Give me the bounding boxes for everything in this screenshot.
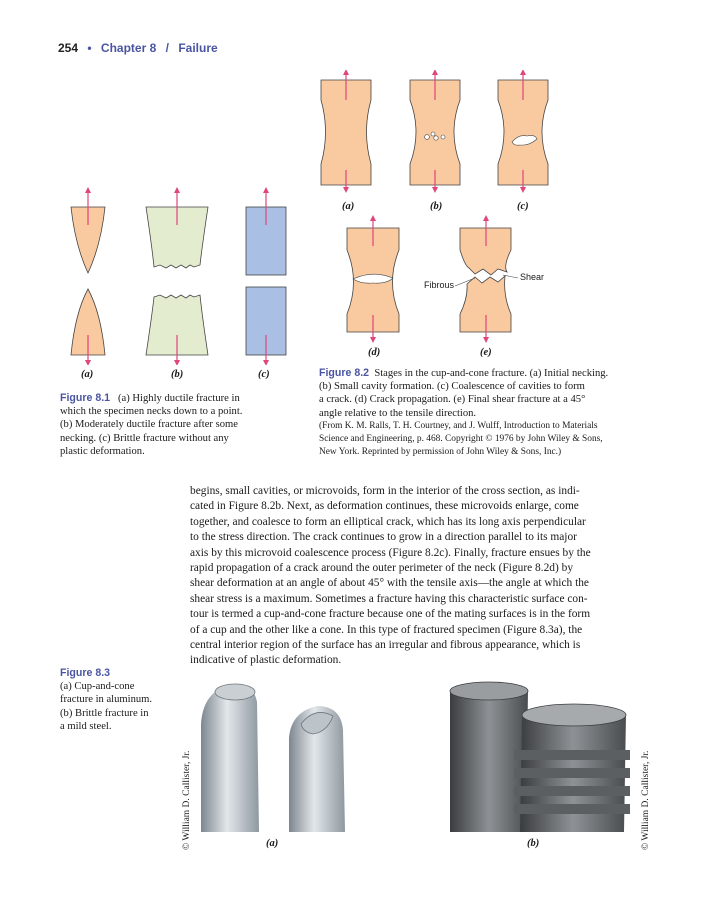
header-separator: / xyxy=(165,41,169,55)
photo-brittle-mild-steel xyxy=(428,672,636,832)
fig81-sublabel-c: (c) xyxy=(258,369,270,380)
fig81-caption-line: (b) Moderately ductile fracture after some xyxy=(60,419,238,431)
shear-callout: Shear xyxy=(520,272,545,282)
fig81-caption-line: (a) Highly ductile fracture in xyxy=(118,393,240,404)
body-line: together, and coalesce to form an elliptical crack, which has its long axis perpendicular xyxy=(190,515,586,528)
fig83-caption-line: a mild steel. xyxy=(60,720,112,732)
figure-8-2-illustration xyxy=(315,70,565,360)
fig82a-specimen xyxy=(321,72,371,190)
body-line: shear stress is a maximum. Sometimes a fracture having this characteristic surface con- xyxy=(190,592,588,605)
body-line: rapid propagation of a crack around the outer perimeter of the neck (Figure 8.2d) by xyxy=(190,562,574,575)
body-line: tour is termed a cup-and-cone fracture because one of the mating surfaces is in the form xyxy=(190,608,591,621)
fig82-caption-line: angle relative to the tensile direction. xyxy=(319,407,477,419)
fig81-caption-line: plastic deformation. xyxy=(60,445,145,457)
fig82-sublabel-a: (a) xyxy=(342,201,355,212)
fig81-sublabel-b: (b) xyxy=(171,369,184,380)
fig82-caption-line: Stages in the cup-and-cone fracture. (a) Initial necking. xyxy=(374,368,609,379)
fig83-caption-line: fracture in aluminum. xyxy=(60,694,153,706)
fig81-sublabel-a: (a) xyxy=(81,369,94,380)
body-line: begins, small cavities, or microvoids, form in the interior of the cross section, as indi- xyxy=(190,485,580,497)
photo-credit-a: © William D. Callister, Jr. xyxy=(182,750,192,850)
photo-credit-b: © William D. Callister, Jr. xyxy=(641,750,651,850)
fig82-caption-line: (b) Small cavity formation. (c) Coalescence of cavities to form xyxy=(319,381,585,393)
fig81c-specimen xyxy=(246,190,286,363)
fig82-caption-line: a crack. (d) Crack propagation. (e) Final shear fracture at a 45° xyxy=(319,394,586,406)
running-header xyxy=(58,41,218,55)
chapter-label: Chapter 8 xyxy=(100,41,157,55)
fig82e-specimen xyxy=(455,218,518,340)
figure-8-3-label: Figure 8.3 xyxy=(60,667,111,679)
figure-8-1-illustration xyxy=(60,185,300,365)
fig83-caption-line: (b) Brittle fracture in xyxy=(60,707,149,719)
body-line: central interior region of the surface has an irregular and fibrous appearance, which is xyxy=(190,639,581,652)
fig83-sublabel-a: (a) xyxy=(266,838,279,849)
fig82-source-line: Science and Engineering, p. 468. Copyright © 1976 by John Wiley & Sons, xyxy=(319,433,603,444)
fig81-caption-line: necking. (c) Brittle fracture without any xyxy=(60,432,229,444)
fibrous-callout: Fibrous xyxy=(424,280,455,290)
header-bullet: • xyxy=(87,41,92,55)
figure-8-2-label: Figure 8.2 xyxy=(319,367,370,379)
fig81-caption-line: which the specimen necks down to a point. xyxy=(60,406,243,418)
page-number: 254 xyxy=(58,41,79,55)
chapter-title: Failure xyxy=(178,41,218,55)
fig83-sublabel-b: (b) xyxy=(527,838,540,849)
body-line: of a cup and the other like a cone. In this type of fractured specimen (Figure 8.3a), the xyxy=(190,623,583,636)
figure-8-1-caption xyxy=(60,392,300,458)
figure-8-1-label: Figure 8.1 xyxy=(60,392,111,404)
fig82-sublabel-c: (c) xyxy=(517,201,529,212)
body-line: indicative of plastic deformation. xyxy=(190,654,342,667)
body-line: shear deformation at an angle of about 45° with the tensile axis—the angle at which the xyxy=(190,577,589,590)
fig82-source-line: (From K. M. Ralls, T. H. Courtney, and J. Wulff, Introduction to Materials xyxy=(319,420,598,431)
fig82d-specimen xyxy=(347,218,399,340)
body-line: to the stress direction. The crack continues to grow in a direction parallel to its major xyxy=(190,531,577,544)
fig82b-specimen xyxy=(410,72,460,190)
fig82c-specimen xyxy=(498,72,548,190)
body-paragraph xyxy=(190,484,644,669)
fig81a-specimen xyxy=(71,190,105,363)
fig81b-specimen xyxy=(146,190,208,363)
body-line: axis by this microvoid coalescence process (Figure 8.2c). Finally, fracture ensues by the xyxy=(190,546,591,559)
body-line: cated in Figure 8.2b. Next, as deformation continues, these microvoids enlarge, come xyxy=(190,500,579,513)
fig82-source-line: New York. Reprinted by permission of John Wiley & Sons, Inc.) xyxy=(319,446,562,457)
photo-cup-and-cone-aluminum xyxy=(193,672,361,832)
fig82-sublabel-d: (d) xyxy=(368,347,381,358)
fig82-sublabel-b: (b) xyxy=(430,201,443,212)
figure-8-3-caption xyxy=(60,667,185,733)
fig83-caption-line: (a) Cup-and-cone xyxy=(60,681,135,693)
figure-8-2-caption xyxy=(319,367,649,459)
fig82-sublabel-e: (e) xyxy=(480,347,492,358)
